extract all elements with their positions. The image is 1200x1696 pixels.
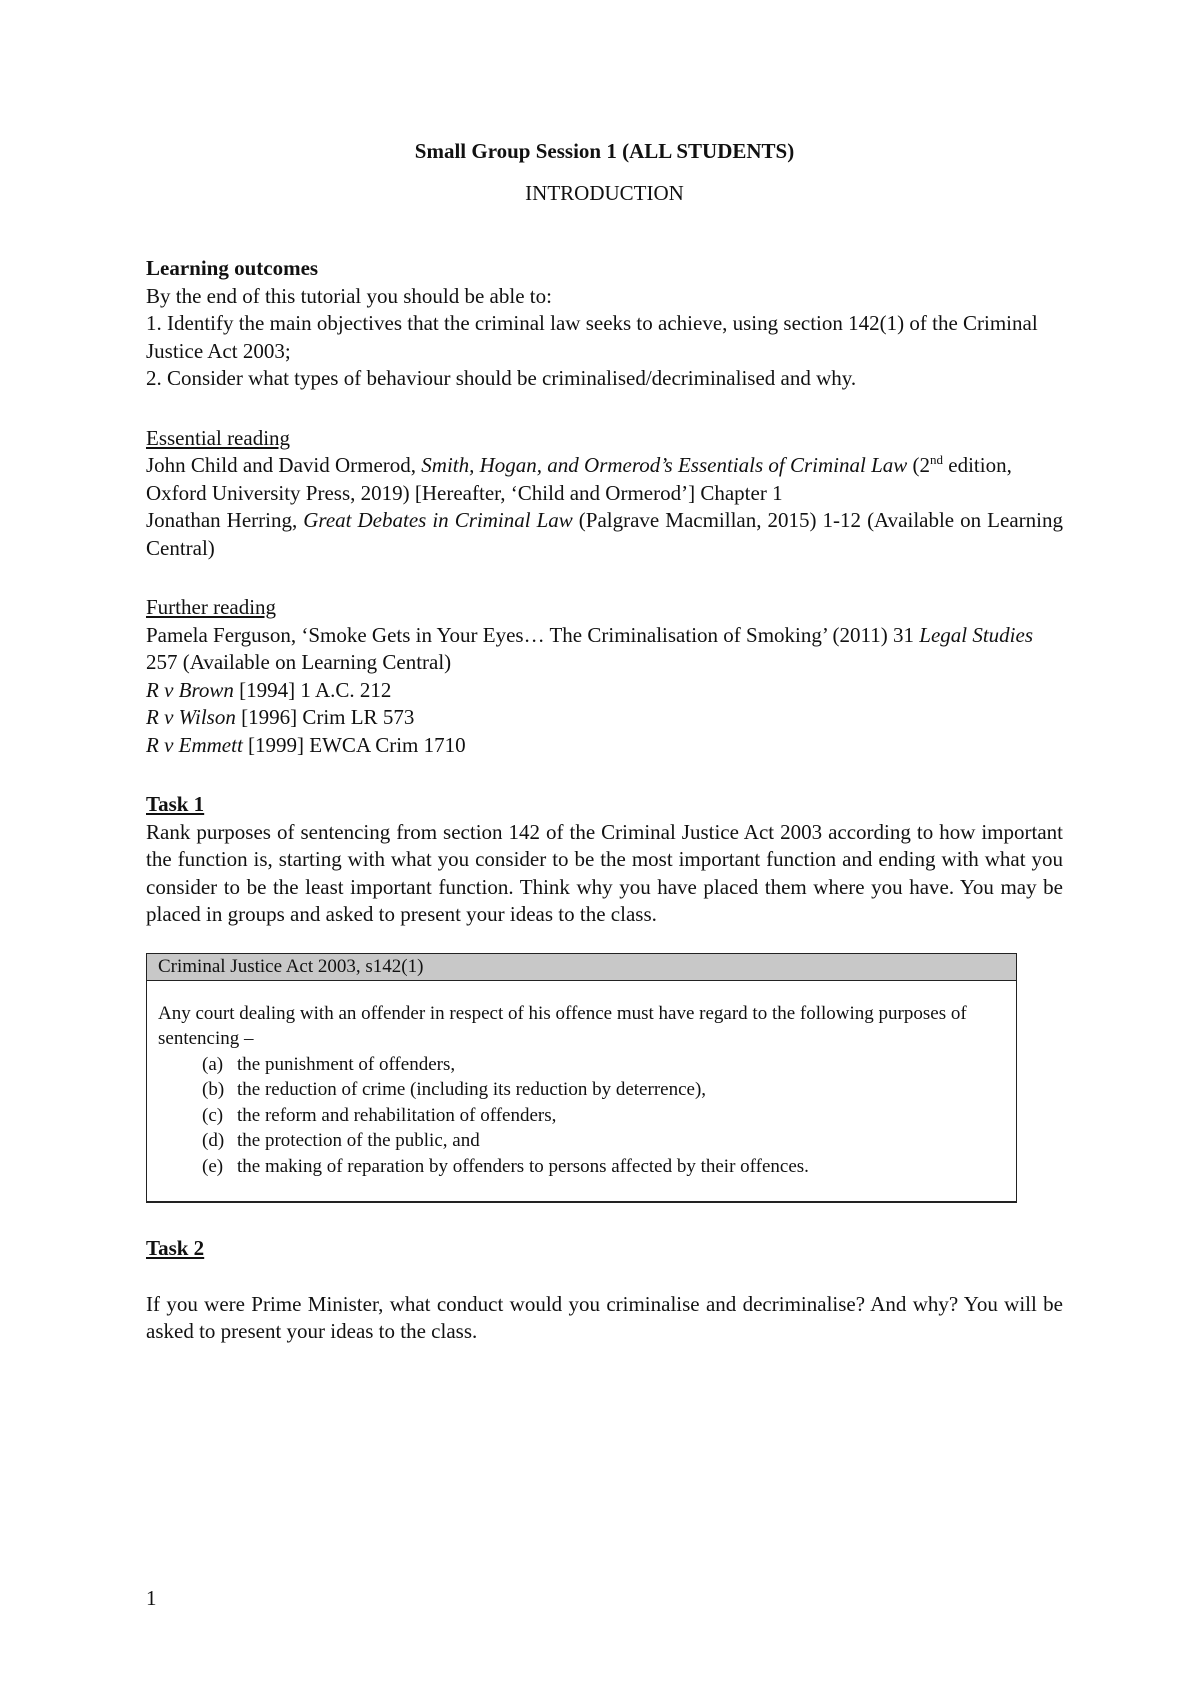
reference-rest: 257 (Available on Learning Central) — [146, 650, 452, 674]
reference-authors: Jonathan Herring, — [146, 508, 304, 532]
statute-intro: Any court dealing with an offender in respect of his offence must have regard to the following purposes of sentencing – — [158, 1002, 967, 1049]
page-number: 1 — [146, 1586, 157, 1610]
reference-title: Smith, Hogan, and Ormerod’s Essentials of Criminal Law — [421, 453, 908, 477]
learning-outcomes-intro: By the end of this tutorial you should be able to: — [146, 283, 552, 308]
statute-list-item — [202, 1154, 1005, 1180]
essential-reading-section — [146, 425, 1063, 563]
task2-text: If you were Prime Minister, what conduct would you criminalise and decriminalise? And why? You will be asked to present your ideas to the class. — [146, 1291, 1063, 1343]
list-item-key: (d) — [202, 1130, 225, 1151]
task2-section — [146, 1235, 1063, 1346]
case-name: R v Brown — [146, 677, 234, 702]
statute-box-heading: Criminal Justice Act 2003, s142(1) — [147, 954, 1016, 981]
superscript-ordinal: nd — [930, 452, 944, 467]
case-report: [1994] 1 A.C. 212 — [233, 677, 392, 702]
list-item-text: the reform and rehabilitation of offenders, — [237, 1104, 557, 1126]
statute-box-body — [147, 981, 1016, 1202]
list-item-key: (a) — [202, 1053, 224, 1075]
learning-outcome-item: 1. Identify the main objectives that the criminal law seeks to achieve, using section 142(1) of the Criminal Justice Act 2003; — [146, 311, 1038, 363]
case-citation — [146, 704, 1063, 732]
case-name: R v Emmett — [146, 732, 243, 757]
statute-box — [146, 953, 1017, 1204]
learning-outcomes-section — [146, 255, 1063, 393]
statute-list — [158, 1052, 1005, 1180]
list-item-key: (b) — [202, 1079, 225, 1100]
learning-outcomes-heading: Learning outcomes — [146, 256, 319, 280]
reference-publication-rest: edition, Oxford University Press, 2019) [Hereafter, ‘Child and Ormerod’] Chapter 1 — [146, 453, 1012, 505]
reference-publication: (Palgrave Macmillan, 2015) 1-12 (Available on Learning Central) — [146, 508, 1063, 560]
statute-list-item — [202, 1103, 1005, 1129]
reference-title: Great Debates in Criminal Law — [303, 508, 573, 532]
task1-section — [146, 791, 1063, 929]
further-reading-section — [146, 594, 1063, 759]
page-title: Small Group Session 1 (ALL STUDENTS) — [414, 139, 795, 163]
case-name: R v Wilson — [146, 705, 236, 729]
list-item-text: the reduction of crime (including its reduction by deterrence), — [237, 1079, 707, 1100]
statute-list-item — [202, 1128, 1005, 1154]
task1-text: Rank purposes of sentencing from section 142 of the Criminal Justice Act 2003 according to how important the function is, starting with what you consider to be the most important function and ending with what you consider to be the least important function. Think why you have placed them where you have. You may be placed in groups and asked to present your ideas to the class. — [146, 819, 1063, 926]
statute-list-item — [202, 1052, 1005, 1078]
list-item-text: the making of reparation by offenders to persons affected by their offences. — [237, 1155, 809, 1177]
reference-journal: Legal Studies — [919, 622, 1034, 647]
case-report: [1996] Crim LR 573 — [235, 705, 415, 729]
reading-reference — [146, 507, 1063, 562]
list-item-key: (e) — [202, 1155, 224, 1177]
essential-reading-heading: Essential reading — [146, 425, 291, 450]
case-citation — [146, 732, 1063, 760]
learning-outcome-item: 2. Consider what types of behaviour should be criminalised/decriminalised and why. — [146, 366, 857, 390]
further-reading-heading: Further reading — [146, 595, 277, 619]
list-item-text: the punishment of offenders, — [237, 1053, 456, 1075]
list-item-text: the protection of the public, and — [237, 1130, 480, 1151]
task1-heading: Task 1 — [146, 792, 205, 816]
case-citation — [146, 677, 1063, 705]
reference-authors: John Child and David Ormerod, — [146, 453, 422, 477]
document-page — [146, 138, 1063, 1346]
task2-heading: Task 2 — [146, 1236, 205, 1260]
page-subtitle: INTRODUCTION — [525, 180, 684, 205]
reference-publication: (2 — [907, 453, 931, 477]
reading-reference — [146, 622, 1063, 677]
statute-list-item — [202, 1077, 1005, 1103]
reference-text: Pamela Ferguson, ‘Smoke Gets in Your Eyes… The Criminalisation of Smoking’ (2011) 31 — [146, 622, 920, 647]
list-item-key: (c) — [202, 1104, 224, 1126]
case-report: [1999] EWCA Crim 1710 — [242, 732, 466, 757]
reading-reference — [146, 452, 1063, 507]
